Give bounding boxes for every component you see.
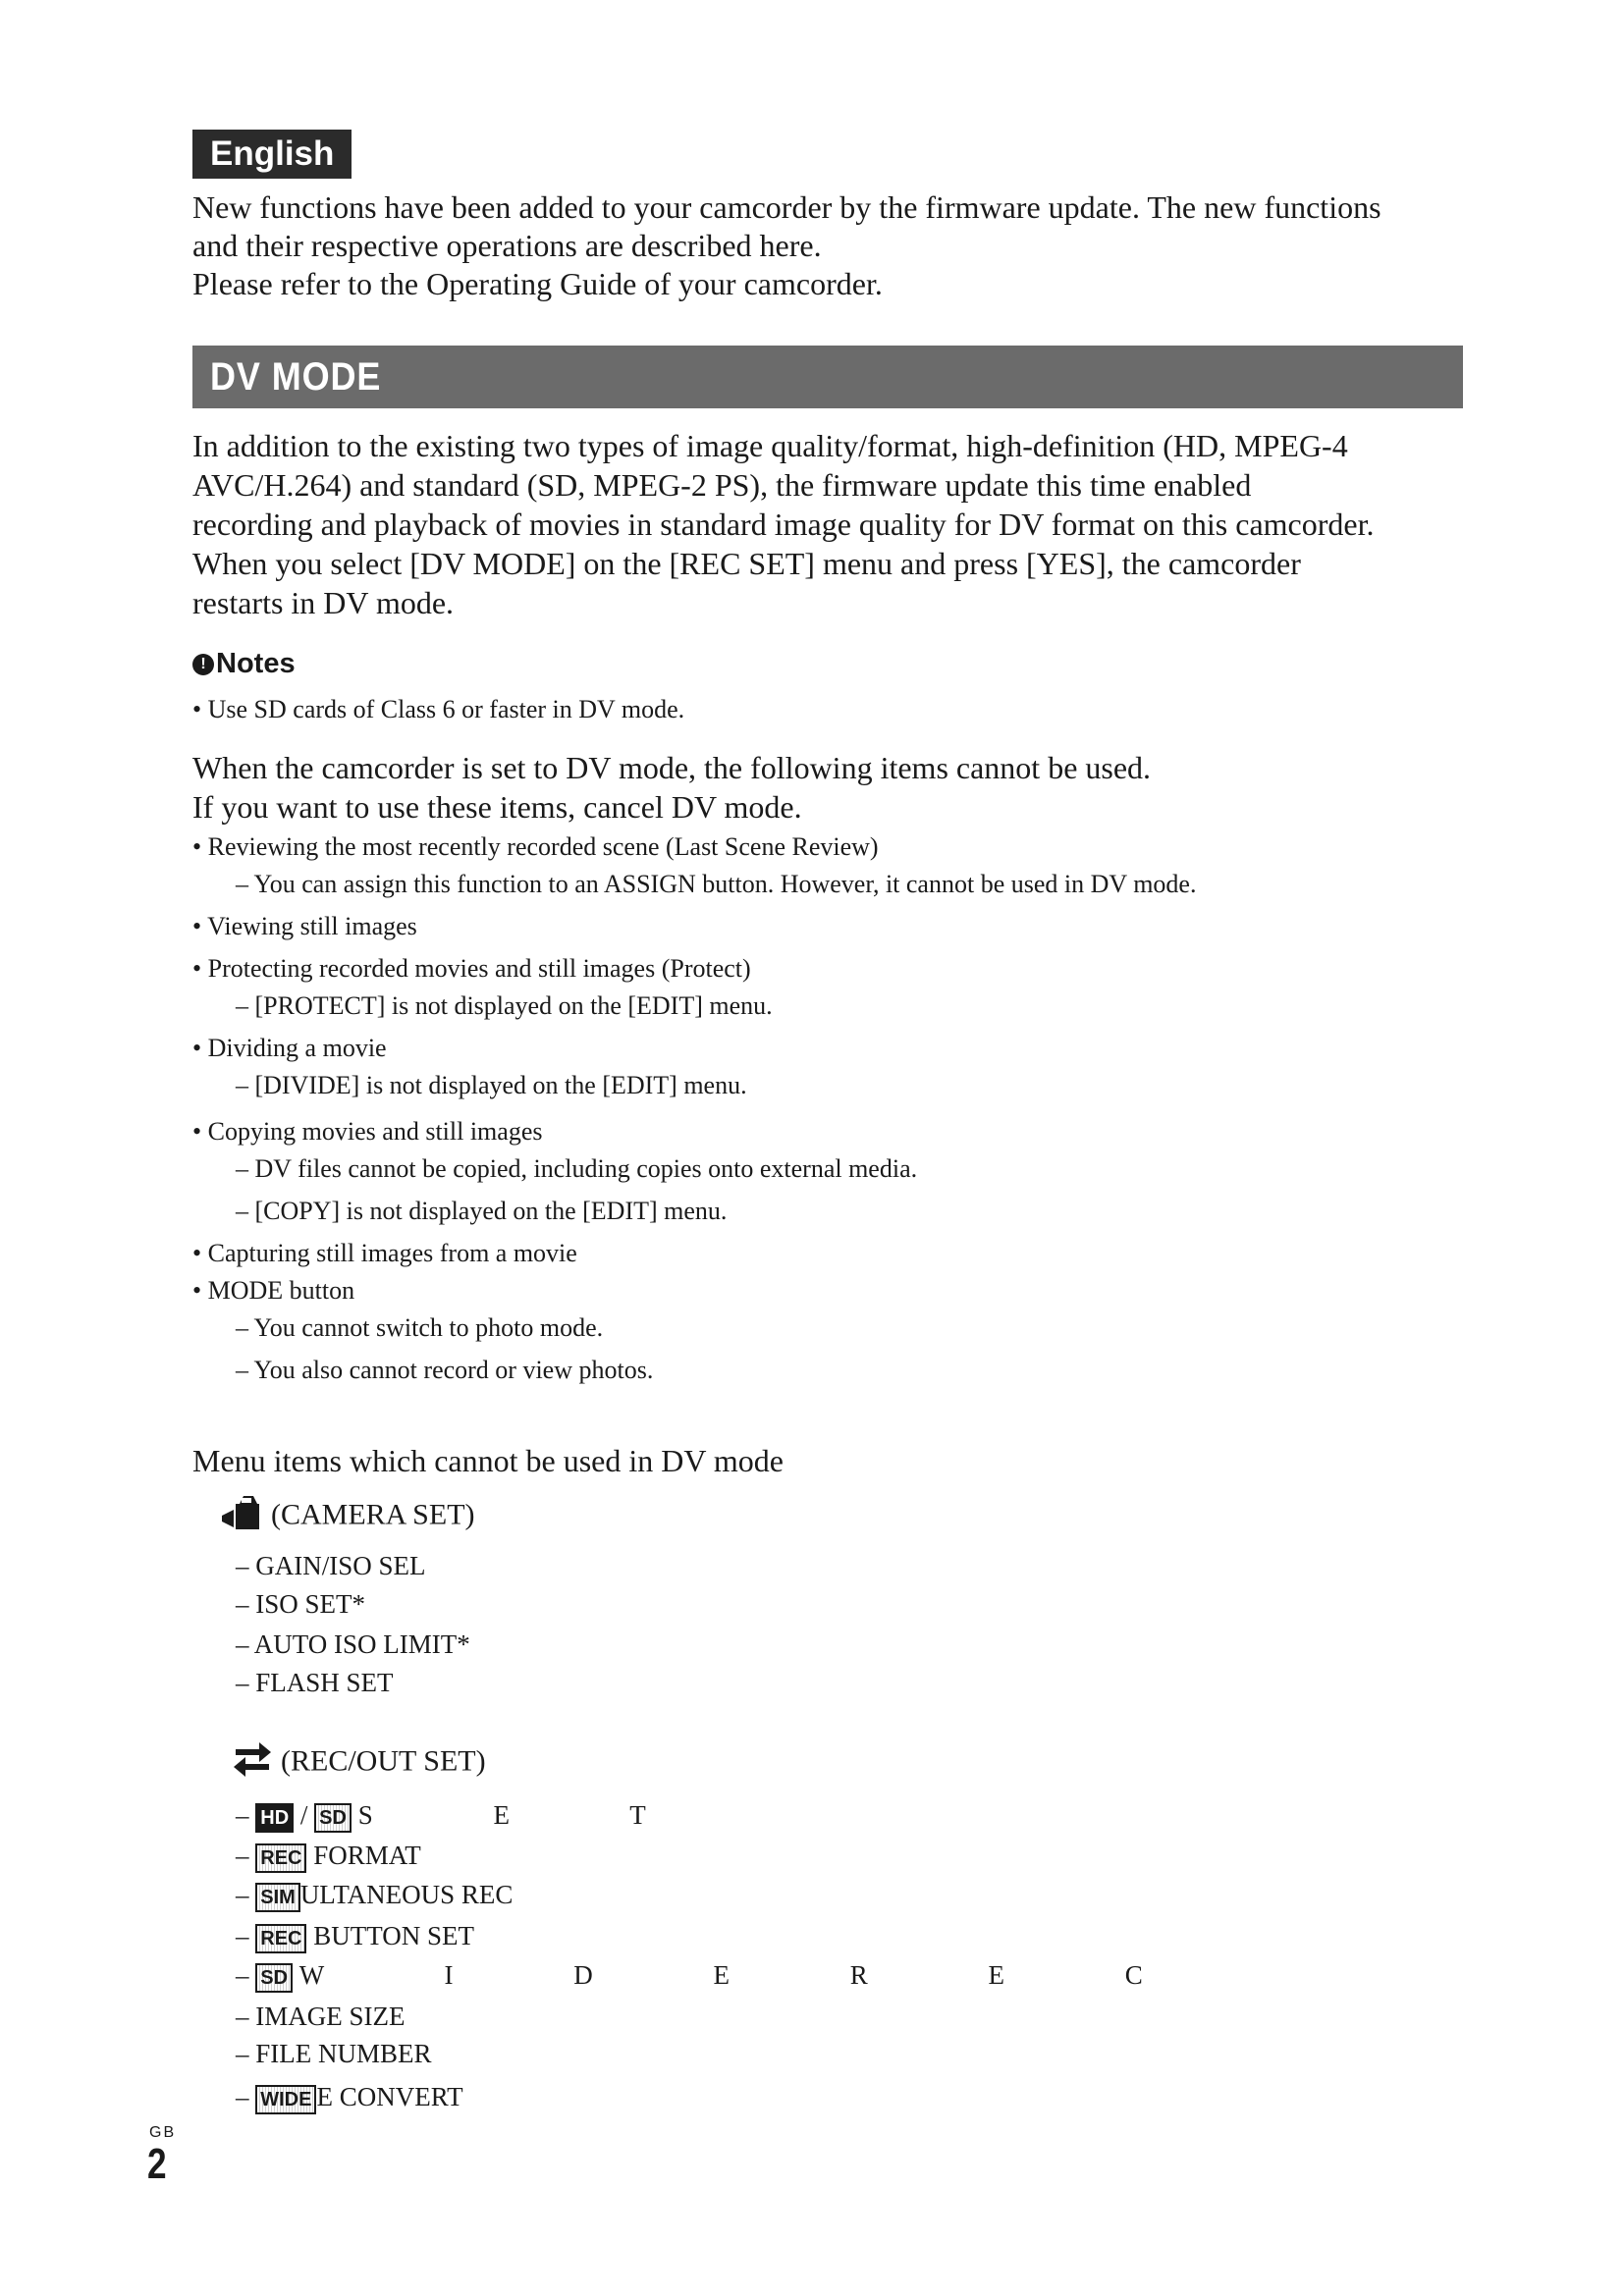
list-item-text: You cannot switch to photo mode. xyxy=(253,1313,604,1342)
note-item: • Use SD cards of Class 6 or faster in DV mode. xyxy=(192,695,685,723)
list-item-text: DV files cannot be copied, including copies onto external media. xyxy=(254,1154,918,1183)
list-item: • Capturing still images from a movie xyxy=(192,1239,577,1267)
list-item-text: Reviewing the most recently recorded scene (Last Scene Review) xyxy=(207,832,879,861)
wide-icon: WIDE xyxy=(255,2085,316,2114)
note-icon: ! xyxy=(192,654,214,675)
sd-icon: SD xyxy=(314,1803,352,1833)
region-code: GB xyxy=(149,2124,177,2141)
menu-items-heading: Menu items which cannot be used in DV mode xyxy=(192,1443,784,1478)
menu-item-label: AUTO ISO LIMIT* xyxy=(253,1629,470,1659)
menu-item: – REC BUTTON SET xyxy=(236,1919,474,1952)
intro-line: New functions have been added to your camcorder by the firmware update. The new functions xyxy=(192,189,1381,225)
intro-text xyxy=(192,188,1508,303)
menu-item: – GAIN/ISO SEL xyxy=(236,1551,426,1580)
page-number: 2 xyxy=(147,2140,167,2188)
rec-icon: REC xyxy=(255,1843,306,1873)
intro-line: and their respective operations are described here. xyxy=(192,228,822,263)
menu-item: – FILE NUMBER xyxy=(236,2039,432,2068)
note-text: Use SD cards of Class 6 or faster in DV mode. xyxy=(207,695,685,723)
menu-item-label: IMAGE SIZE xyxy=(255,2002,406,2031)
list-subitem: – You cannot switch to photo mode. xyxy=(236,1313,604,1342)
menu-item-label: ULTANEOUS REC xyxy=(299,1880,514,1909)
rec-out-arrows-icon xyxy=(232,1739,273,1788)
list-item-text: You also cannot record or view photos. xyxy=(253,1356,654,1384)
description-line: When you select [DV MODE] on the [REC SET] menu and press [YES], the camcorder xyxy=(192,546,1301,581)
list-subitem: – [COPY] is not displayed on the [EDIT] menu. xyxy=(236,1197,728,1225)
restrictions-intro-line: If you want to use these items, cancel DV mode. xyxy=(192,789,802,825)
menu-item-label: S E T xyxy=(357,1800,703,1830)
list-item-text: [PROTECT] is not displayed on the [EDIT] menu. xyxy=(254,991,773,1020)
list-item-text: Copying movies and still images xyxy=(207,1117,543,1146)
menu-item-label: ISO SET* xyxy=(255,1589,366,1619)
simultaneous-icon: SIM xyxy=(255,1883,300,1912)
rec-out-set-group xyxy=(232,1739,486,1788)
rec-out-set-label: (REC/OUT SET) xyxy=(281,1744,486,1778)
menu-item-label: GAIN/ISO SEL xyxy=(255,1551,426,1580)
list-item: • Protecting recorded movies and still images (Protect) xyxy=(192,954,751,983)
camera-set-label: (CAMERA SET) xyxy=(271,1498,475,1531)
list-item-text: You can assign this function to an ASSIGN button. However, it cannot be used in DV mode. xyxy=(253,870,1197,898)
list-item-text: Capturing still images from a movie xyxy=(207,1239,577,1267)
list-subitem: – You also cannot record or view photos. xyxy=(236,1356,654,1384)
description-line: recording and playback of movies in standard image quality for DV format on this camcorder. xyxy=(192,507,1375,542)
menu-item: – AUTO ISO LIMIT* xyxy=(236,1629,470,1659)
list-subitem: – You can assign this function to an ASSIGN button. However, it cannot be used in DV mode. xyxy=(236,870,1197,898)
menu-item: – IMAGE SIZE xyxy=(236,2002,406,2031)
camera-icon xyxy=(220,1494,263,1540)
description-line: restarts in DV mode. xyxy=(192,585,455,620)
menu-item: – ISO SET* xyxy=(236,1589,366,1619)
list-item: • Copying movies and still images xyxy=(192,1117,543,1146)
list-item-text: [COPY] is not displayed on the [EDIT] menu. xyxy=(254,1197,728,1225)
menu-item-label: FLASH SET xyxy=(255,1668,394,1697)
section-header xyxy=(192,346,1463,408)
list-subitem: – [PROTECT] is not displayed on the [EDIT] menu. xyxy=(236,991,773,1020)
menu-item-label: W I D E R E C xyxy=(298,1960,1200,1990)
dv-mode-description xyxy=(192,426,1508,622)
sd-icon: SD xyxy=(255,1963,293,1993)
menu-item-label: BUTTON SET xyxy=(313,1921,474,1950)
list-item-text: [DIVIDE] is not displayed on the [EDIT] menu. xyxy=(254,1071,747,1099)
menu-item-label: E CONVERT xyxy=(316,2082,463,2111)
camera-set-group xyxy=(220,1494,475,1540)
list-subitem: – [DIVIDE] is not displayed on the [EDIT] menu. xyxy=(236,1071,747,1099)
list-item: • MODE button xyxy=(192,1276,355,1305)
restrictions-intro-line: When the camcorder is set to DV mode, the following items cannot be used. xyxy=(192,750,1152,785)
menu-item: – HD / SD S E T xyxy=(236,1798,703,1832)
menu-item-label: FILE NUMBER xyxy=(255,2039,432,2068)
list-item: • Reviewing the most recently recorded scene (Last Scene Review) xyxy=(192,832,879,861)
menu-item: – SD W I D E R E C xyxy=(236,1958,1200,1992)
section-title: DV MODE xyxy=(210,355,382,399)
hd-icon: HD xyxy=(255,1803,294,1833)
menu-item: – SIM ULTANEOUS REC xyxy=(236,1878,513,1911)
description-line: In addition to the existing two types of image quality/format, high-definition (HD, MPEG-4 xyxy=(192,428,1348,463)
restrictions-intro xyxy=(192,748,1508,827)
menu-item-label: FORMAT xyxy=(313,1841,421,1870)
notes-label: Notes xyxy=(216,648,296,679)
description-line: AVC/H.264) and standard (SD, MPEG-2 PS), the firmware update this time enabled xyxy=(192,467,1252,503)
language-badge: English xyxy=(192,130,352,179)
list-item: • Dividing a movie xyxy=(192,1034,387,1062)
list-item-text: MODE button xyxy=(207,1276,355,1305)
rec-button-icon: REC xyxy=(255,1924,306,1953)
list-item-text: Protecting recorded movies and still images (Protect) xyxy=(207,954,751,983)
list-subitem: – DV files cannot be copied, including copies onto external media. xyxy=(236,1154,918,1183)
list-item: • Viewing still images xyxy=(192,912,417,940)
intro-line: Please refer to the Operating Guide of your camcorder. xyxy=(192,266,883,301)
list-item-text: Dividing a movie xyxy=(207,1034,387,1062)
list-item-text: Viewing still images xyxy=(207,912,417,940)
menu-item: – FLASH SET xyxy=(236,1668,394,1697)
menu-item: – REC FORMAT xyxy=(236,1839,421,1872)
notes-heading xyxy=(192,644,296,683)
menu-item: – WIDE E CONVERT xyxy=(236,2080,463,2113)
